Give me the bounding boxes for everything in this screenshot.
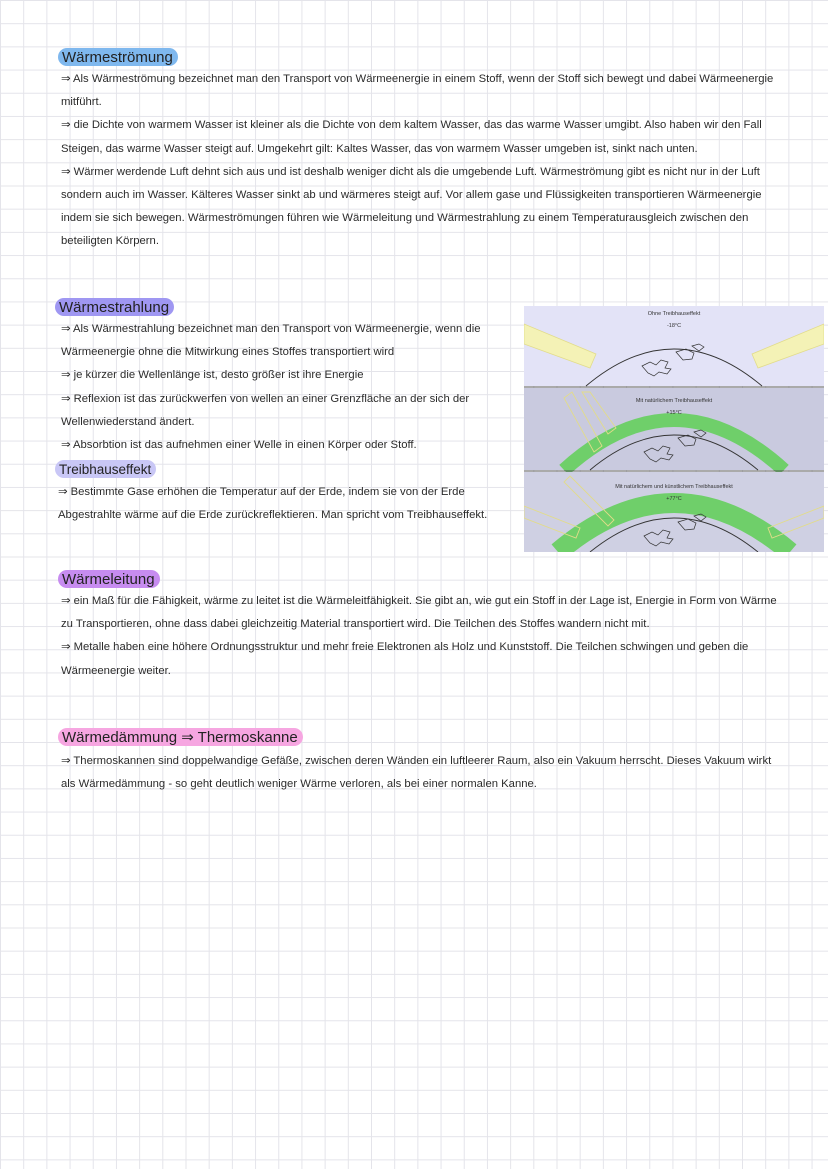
panel-title: Mit natürlichem Treibhauseffekt — [635, 398, 713, 404]
diagram-panel-kuenstlicher-treibhauseffekt — [524, 472, 824, 552]
panel-title: Mit natürlichem und künstlichem Treibhauseffekt — [615, 484, 733, 490]
paragraph: ⇒ Wärmer werdende Luft dehnt sich aus und ist deshalb weniger dicht als die umgebende Luft. Wärmeströmung gibt es nicht nur in der Luft sondern auch im Wasser. Kälteres Wasser sinkt ab und wärmeres steigt auf. Vor allem gase und Flüssigkeiten transportieren Wärmeenergie indem sie sich bewegen. Wärmeströmungen führen wie Wärmeleitung und Wärmestrahlung zu einem Temperaturausgleich zwischen den beteiligten Körpern. — [61, 165, 762, 248]
paragraph: ⇒ Als Wärmeströmung bezeichnet man den Transport von Wärmeenergie in einem Stoff, wenn der Stoff sich bewegt und dabei Wärmeenergie mitführt. — [61, 73, 774, 109]
section-treibhauseffekt-text — [58, 481, 520, 527]
panel-temperature: +77°C — [666, 496, 682, 502]
section-waermestroemung-text — [61, 68, 781, 254]
paragraph: ⇒ ein Maß für die Fähigkeit, wärme zu leitet ist die Wärmeleitfähigkeit. Sie gibt an, wie gut ein Stoff in der Lage ist, Energie in Form von Wärme zu Transportieren, ohne dass dabei gleichzeitig Material transportiert wird. Die Teilchen des Stoffes wandern nicht mit. — [61, 595, 777, 631]
panel-title: Ohne Treibhauseffekt — [647, 311, 701, 317]
panel-temperature: -18°C — [666, 323, 682, 329]
diagram-panel-natuerlicher-treibhauseffekt — [524, 388, 824, 470]
paragraph: ⇒ je kürzer die Wellenlänge ist, desto größer ist ihre Energie — [61, 369, 364, 382]
section-waermeleitung-text — [61, 590, 785, 683]
paragraph: ⇒ Thermoskannen sind doppelwandige Gefäße, zwischen deren Wänden ein luftleerer Raum, also ein Vakuum herrscht. Dieses Vakuum wirkt als Wärmedämmung - so geht deutlich weniger Wärme verloren, als bei einer normalen Kanne. — [61, 755, 772, 791]
paragraph: ⇒ Bestimmte Gase erhöhen die Temperatur auf der Erde, indem sie von der Erde Abgestrahlte wärme auf die Erde zurückreflektieren. Man spricht vom Treibhauseffekt. — [58, 486, 488, 522]
section-waermestrahlung-text — [61, 318, 519, 457]
diagram-panel-ohne-treibhauseffekt — [524, 306, 824, 386]
paragraph: ⇒ Als Wärmestrahlung bezeichnet man den Transport von Wärmeenergie, wenn die Wärmeenergie ohne die Mitwirkung eines Stoffes transportiert wird — [61, 323, 481, 359]
heading-waermedaemmung: Wärmedämmung ⇒ Thermoskanne — [58, 728, 303, 746]
heading-treibhauseffekt: Treibhauseffekt — [55, 460, 156, 478]
heading-waermestrahlung: Wärmestrahlung — [55, 298, 174, 316]
paragraph: ⇒ die Dichte von warmem Wasser ist kleiner als die Dichte von dem kaltem Wasser, das das warme Wasser umgibt. Also haben wir den Fall Steigen, das warme Wasser steigt auf. Umgekehrt gilt: Kaltes Wasser, das von warmem Wasser umgeben ist, sinkt nach unten. — [61, 119, 762, 155]
paragraph: ⇒ Reflexion ist das zurückwerfen von wellen an einer Grenzfläche an der sich der Wellenwiederstand ändert. — [61, 392, 470, 428]
paragraph: ⇒ Metalle haben eine höhere Ordnungsstruktur und mehr freie Elektronen als Holz und Kunststoff. Die Teilchen schwingen und geben die Wärmeenergie weiter. — [61, 641, 749, 677]
panel-temperature: +15°C — [666, 410, 682, 416]
heading-waermestroemung: Wärmeströmung — [58, 48, 178, 66]
heading-waermeleitung: Wärmeleitung — [58, 570, 160, 588]
paragraph: ⇒ Absorbtion ist das aufnehmen einer Welle in einen Körper oder Stoff. — [61, 439, 417, 452]
section-waermedaemmung-text — [61, 750, 785, 796]
greenhouse-diagram — [524, 306, 824, 552]
